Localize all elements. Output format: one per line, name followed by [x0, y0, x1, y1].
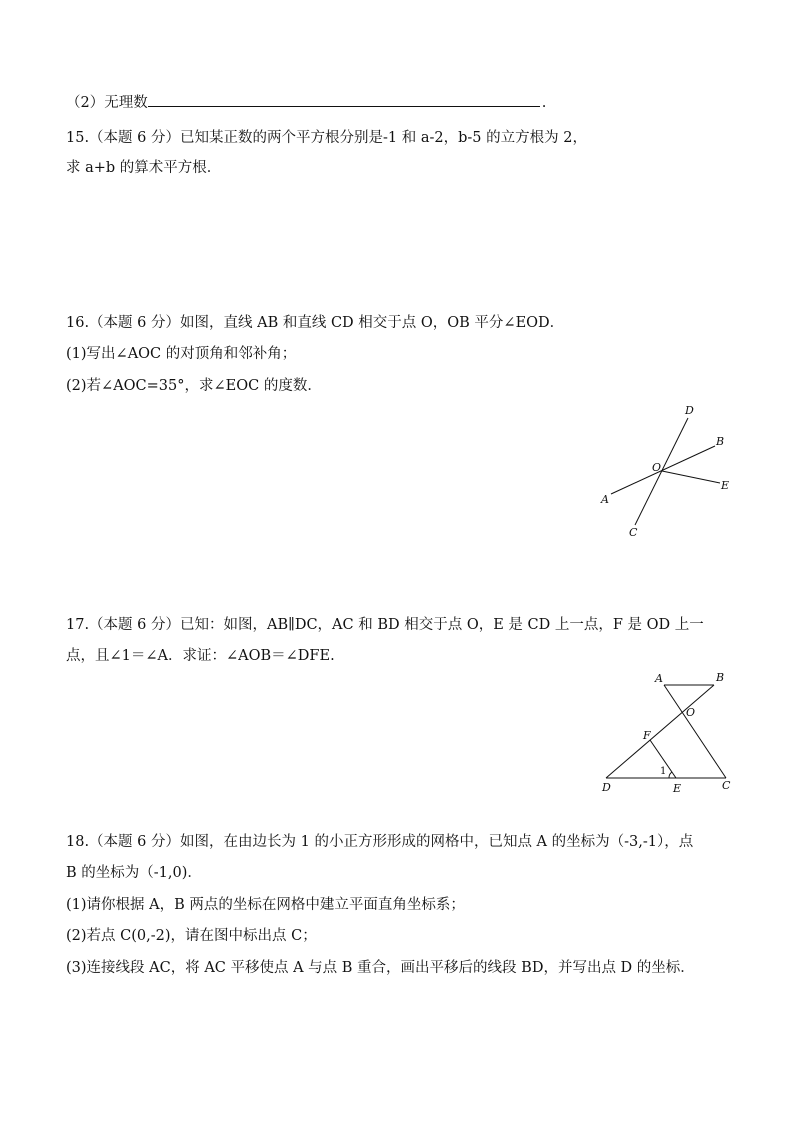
label-d: D [685, 404, 694, 417]
q18-line2: B 的坐标为（-1,0)． [66, 865, 202, 881]
label-o: O [686, 706, 696, 719]
label-e: E [673, 782, 682, 795]
label-d: D [602, 781, 611, 794]
label-a: A [601, 493, 609, 506]
q18-line3: (1)请你根据 A，B 两点的坐标在网格中建立平面直角坐标系； [66, 897, 465, 913]
segment-bd [606, 685, 714, 778]
q18-line5: (3)连接线段 AC，将 AC 平移使点 A 与点 B 重合，画出平移后的线段 BD，并写出点 D 的坐标． [66, 960, 695, 976]
label-b: B [716, 671, 725, 684]
q15-line2: 求 a+b 的算术平方根． [66, 160, 222, 176]
q16-line3: (2)若∠AOC=35°，求∠EOC 的度数． [66, 378, 322, 394]
label-o: O [652, 461, 662, 474]
q14-part2-end: . [541, 95, 547, 111]
q16-line2: (1)写出∠AOC 的对顶角和邻补角； [66, 346, 297, 362]
segment-ac [664, 685, 726, 778]
q18-line1: 18.（本题 6 分）如图，在由边长为 1 的小正方形形成的网格中，已知点 A 的坐标为（-3,-1），点 [66, 834, 694, 850]
label-b: B [716, 435, 725, 448]
label-f: F [643, 729, 651, 742]
q17-line2: 点，且∠1＝∠A．求证：∠AOB＝∠DFE. [66, 648, 335, 664]
label-e: E [721, 479, 730, 492]
label-a: A [655, 672, 663, 685]
q18-line4: (2)若点 C(0,-2)，请在图中标出点 C； [66, 928, 317, 944]
q16-line1: 16.（本题 6 分）如图，直线 AB 和直线 CD 相交于点 O，OB 平分∠EOD． [66, 315, 565, 331]
q15-line1: 15.（本题 6 分）已知某正数的两个平方根分别是-1 和 a-2，b-5 的立方根为 2， [66, 130, 587, 146]
label-c: C [629, 526, 638, 539]
q14-part2-label: （2）无理数 [66, 95, 148, 111]
angle-1-arc [669, 772, 672, 778]
label-angle-1: 1 [660, 766, 667, 777]
q17-line1: 17.（本题 6 分）已知：如图，AB∥DC，AC 和 BD 相交于点 O，E 是 CD 上一点，F 是 OD 上一 [66, 617, 704, 633]
label-c: C [722, 779, 731, 792]
